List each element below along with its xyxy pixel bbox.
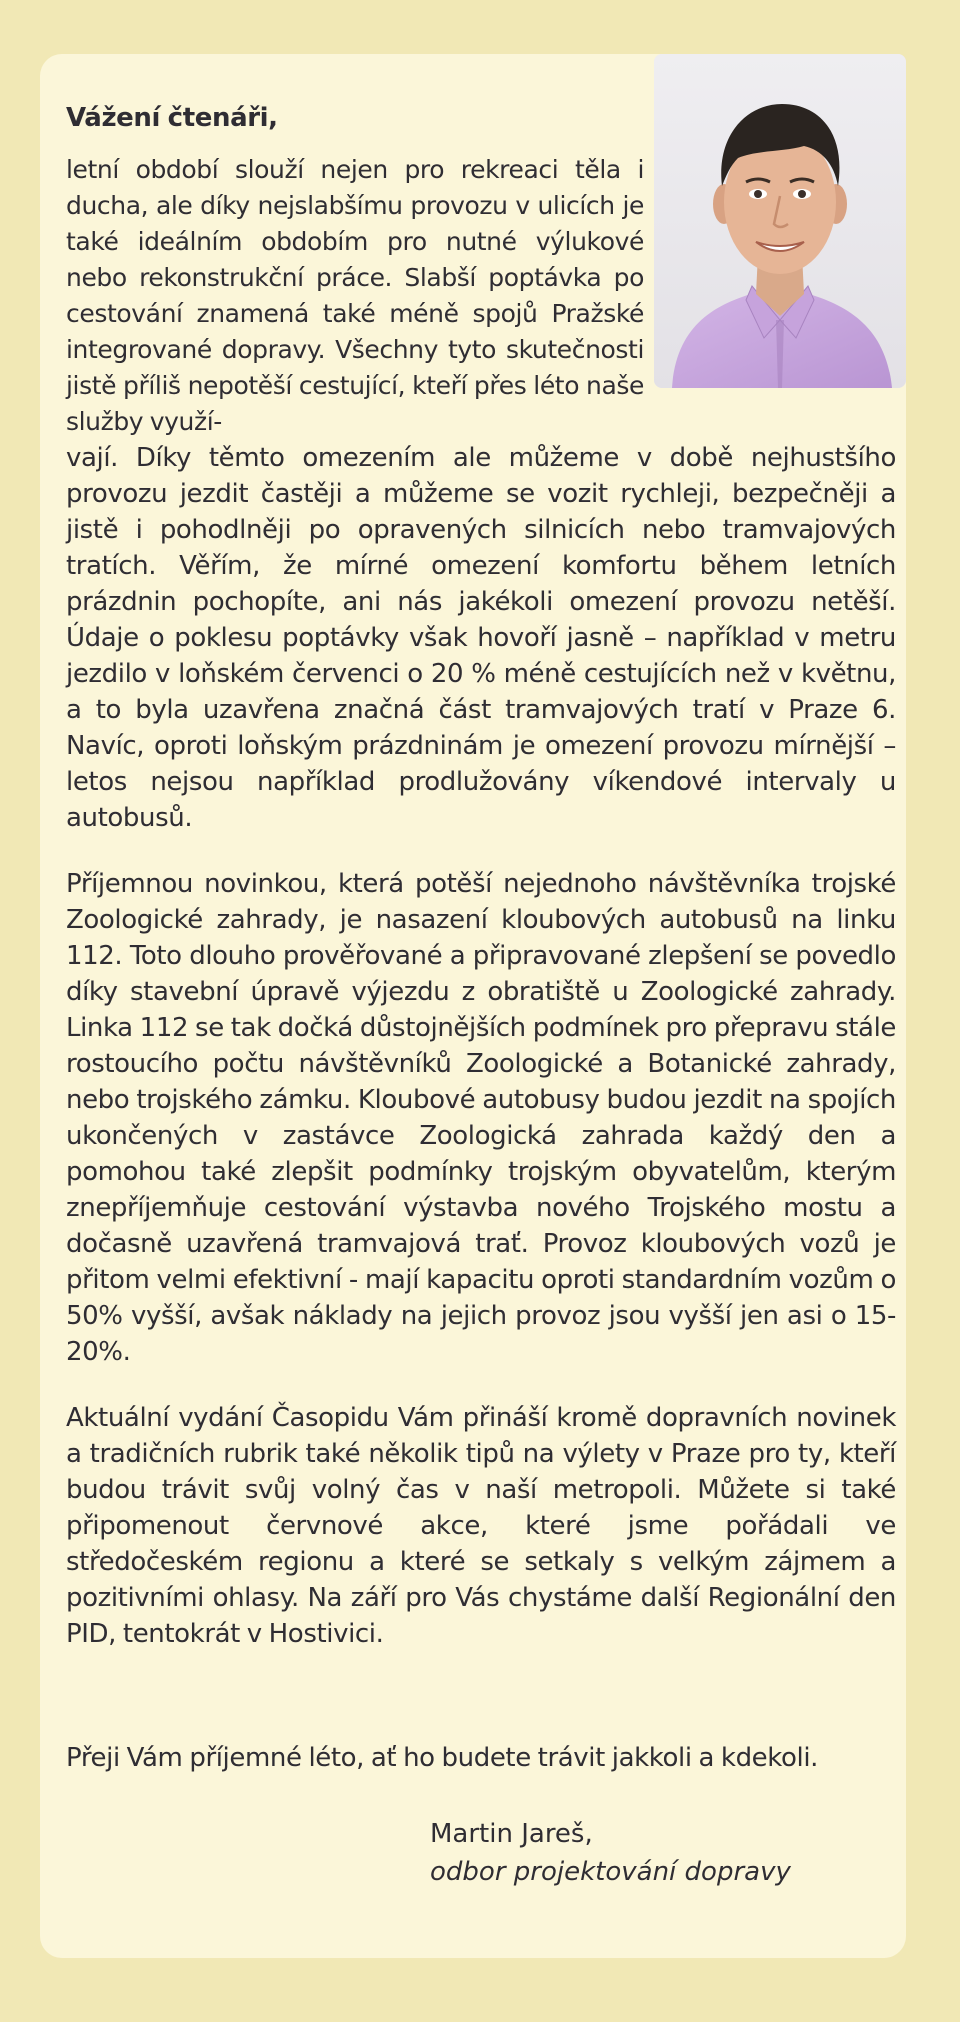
intro-paragraph-continuation: vají. Díky těmto omezením ale můžeme v době nejhustšího provozu jezdit častěji a můžeme se vozit rychleji, bezpečněji a jistě i pohodlněji po opravených silnicích nebo tramvajových tratích. Věřím, že mírné omezení komfortu během letních prázdnin pochopíte, ani nás jakékoli omezení provozu netěší. Údaje o poklesu poptávky však hovoří jasně – například v metru jezdilo v loňském červenci o 20 % méně cestujících než v květnu, a to byla uzavřena značná část tramvajových tratí v Praze 6. Navíc, oproti loňským prázdninám je omezení provozu mírnější – letos nejsou například prodlužovány víkendové intervaly u autobusů.: [66, 443, 896, 833]
signature-name: Martin Jareš,: [430, 1819, 593, 1849]
paragraph-magazine-issue: Aktuální vydání Časopidu Vám přináší kromě dopravních novinek a tradičních rubrik také několik tipů na výlety v Praze pro ty, kteří budou trávit svůj volný čas v naší metropoli. Můžete si také připomenout červnové akce, které jsme pořádali ve středočeském regionu a které se setkaly s velkým zájmem a pozitivními ohlasy. Na září pro Vás chystáme další Regionální den PID, tentokrát v Hostivici.: [66, 1403, 896, 1649]
signature-role: odbor projektování dopravy: [430, 1857, 791, 1887]
letter-body: [66, 100, 896, 1776]
signature-block: [430, 1815, 791, 1891]
intro-paragraph-start: letní období slouží nejen pro rekreaci těla i ducha, ale díky nejslabšímu provozu v ulicích je také ideálním obdobím pro nutné výlukové nebo rekonstrukční práce. Slabší poptávka po cestování znamená také méně spojů Pražské integrované dopravy. Všechny tyto skutečnosti jistě příliš nepotěší cestující, kteří přes léto naše služby využí-: [66, 155, 644, 436]
letter-greeting: Vážení čtenáři,: [66, 103, 278, 133]
paragraph-zoo-bus: Příjemnou novinkou, která potěší nejednoho návštěvníka trojské Zoologické zahrady, je nasazení kloubových autobusů na linku 112. Toto dlouho prověřované a připravované zlepšení se povedlo díky stavební úpravě výjezdu z obratiště u Zoologické zahrady. Linka 112 se tak dočká důstojnějších podmínek pro přepravu stále rostoucího počtu návštěvníků Zoologické a Botanické zahrady, nebo trojského zámku. Kloubové autobusy budou jezdit na spojích ukončených v zastávce Zoologická zahrada každý den a pomohou také zlepšit podmínky trojským obyvatelům, kterým znepříjemňuje cestování výstavba nového Trojského mostu a dočasně uzavřená tramvajová trať. Provoz kloubových vozů je přitom velmi efektivní - mají kapacitu oproti standardním vozům o 50% vyšší, avšak náklady na jejich provoz jsou vyšší jen asi o 15-20%.: [66, 869, 896, 1367]
letter-closing: Přeji Vám příjemné léto, ať ho budete trávit jakkoli a kdekoli.: [66, 1743, 819, 1773]
